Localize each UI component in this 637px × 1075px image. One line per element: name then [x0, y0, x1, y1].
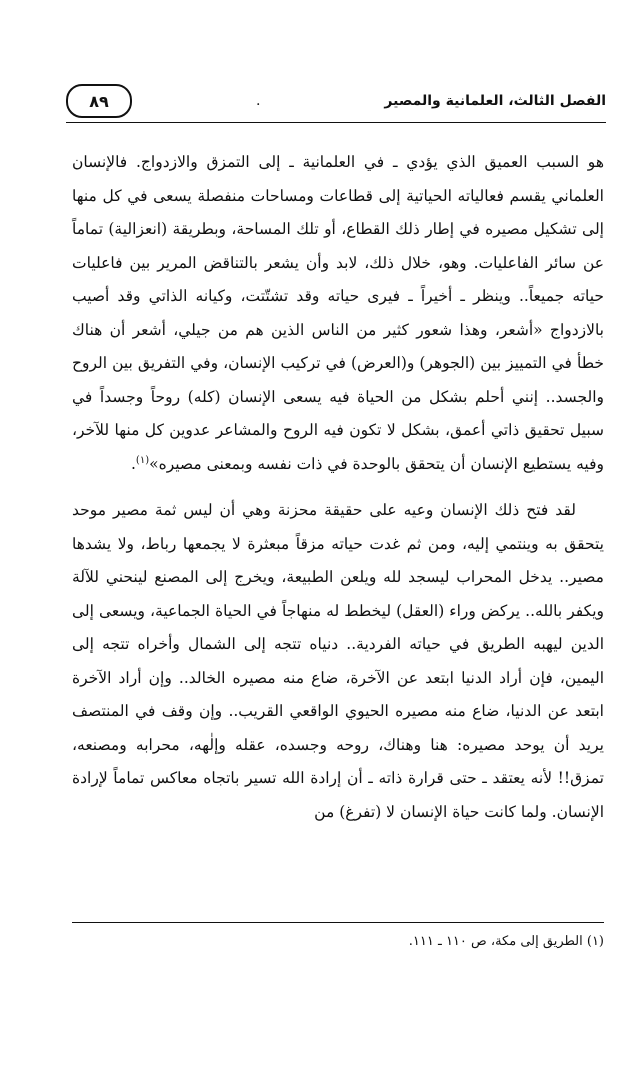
- paragraph-1-text: هو السبب العميق الذي يؤدي ـ في العلمانية ـ إلى التمزق والازدواج. فالإنسان العلماني يقسم فعالياته الحياتية إلى قطاعات ومساحات منفصلة يسعى في كل منها إلى تشكيل مصيره في إطار ذلك القطاع، أو تلك المساحة، وبطريقة (انعزالية) تماماً عن سائر الفاعليات. وهو، خلال ذلك، لابد وأن يشعر بالتناقض المرير بين فاعليات حياته جميعاً.. وينظر ـ أخيراً ـ فيرى حياته وقد تشتّتت، وكيانه الذاتي وقد أصيب بالازدواج «أشعر، وهذا شعور كثير من الناس الذين هم من جيلي، أشعر أن هناك خطأ في التمييز بين (الجوهر) و(العرض) في تركيب الإنسان، وفي التفريق بين الروح والجسد.. إنني أحلم بشكل من الحياة فيه يسعى الإنسان (كله) روحاً وجسداً في سبيل تحقيق ذاتي أعمق، بشكل لا تكون فيه الروح والمشاعر عدوين كل منها للآخر، وفيه يستطيع الإنسان أن يتحقق بالوحدة في ذات نفسه وبمعنى مصيره»: [72, 153, 604, 473]
- header-dot: .: [255, 93, 261, 109]
- chapter-title: الفصل الثالث، العلمانية والمصير: [384, 93, 606, 109]
- page-header: [66, 84, 606, 118]
- header-divider: [66, 122, 606, 123]
- paragraph-1-end: .: [130, 454, 136, 473]
- footnote-reference: (١): [135, 454, 150, 466]
- footnote: (١) الطريق إلى مكة، ص ١١٠ ـ ١١١.: [408, 934, 604, 949]
- footnote-divider: [72, 922, 604, 923]
- page-number: ٨٩: [66, 84, 132, 118]
- main-text: [72, 146, 604, 829]
- paragraph-2: لقد فتح ذلك الإنسان وعيه على حقيقة محزنة وهي أن ليس ثمة مصير موحد يتحقق به وينتمي إليه، ومن ثم غدت حياته مزقاً مبعثرة لا يجمعها رباط، ولا يشدها مصير.. يدخل المحراب ليسجد لله ويلعن الطبيعة، ويخرج إلى المصنع لينحني للآلة ويكفر بالله.. يركض وراء (العقل) ليخطط له منهاجاً في الحياة الجماعية، ويسعى إلى الدين ليهبه الطريق في حياته الفردية.. دنياه تتجه إلى الشمال وأخراه تتجه إلى اليمين، فإن أراد الدنيا ابتعد عن الآخرة، ضاع منه مصيره الخالد.. وإن أراد الآخرة ابتعد عن الدنيا، ضاع منه مصيره الحيوي الواقعي القريب.. وإن وقف في المنتصف يريد أن يوحد مصيره: هنا وهناك، روحه وجسده، عقله وإلٰهه، محرابه ومصنعه، تمزق!! لأنه يعتقد ـ حتى قرارة ذاته ـ أن إرادة الله تسير باتجاه معاكس تماماً لإرادة الإنسان. ولما كانت حياة الإنسان لا (تفرغ) من: [72, 501, 604, 821]
- paragraph-1: [72, 146, 604, 481]
